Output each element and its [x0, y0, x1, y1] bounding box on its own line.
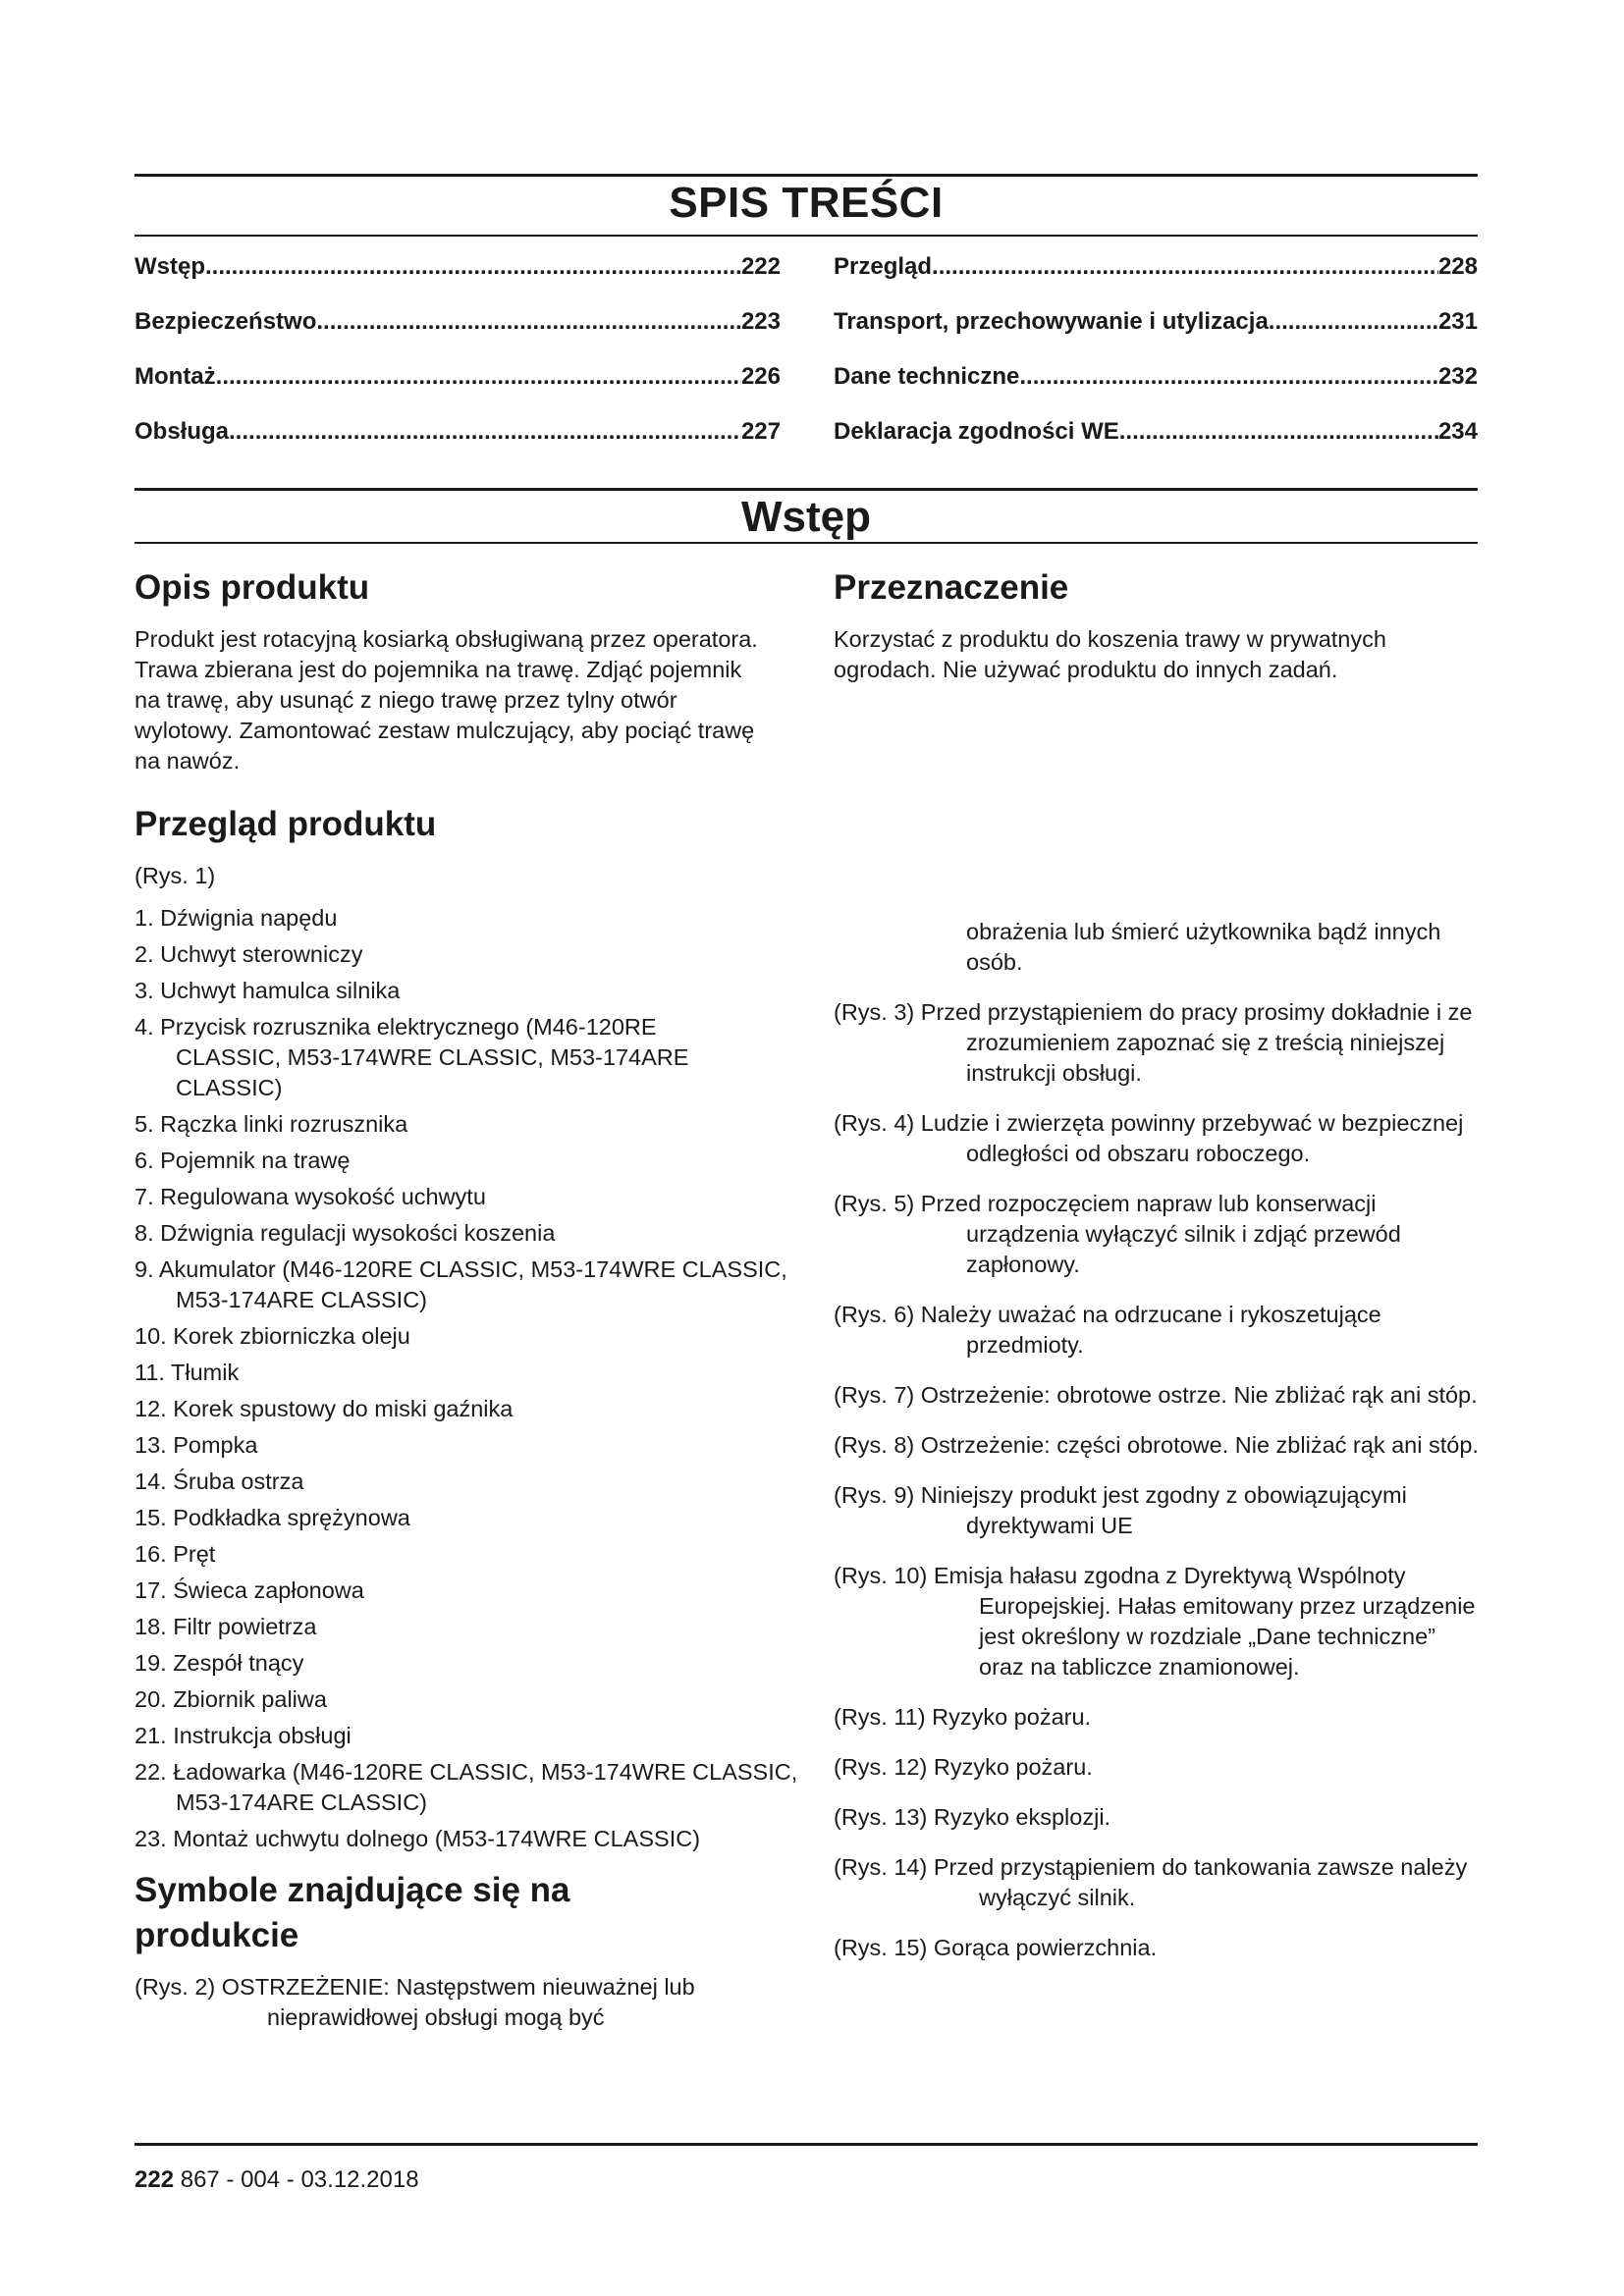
- section-title: Wstęp: [741, 493, 871, 541]
- section-title-rule: [135, 542, 1478, 544]
- list-item: 6. Pojemnik na trawę: [135, 1148, 351, 1173]
- toc-right-column: [834, 253, 1478, 473]
- list-item: 3. Uchwyt hamulca silnika: [135, 978, 401, 1003]
- page-number: 222: [135, 2166, 175, 2193]
- list-item: 1. Dźwignia napędu: [135, 905, 338, 931]
- list-item: 10. Korek zbiorniczka oleju: [135, 1323, 410, 1349]
- toc-entry-transport[interactable]: Transport, przechowywanie i utylizacja ..... 231: [834, 308, 1478, 363]
- opis-text: Produkt jest rotacyjną kosiarką obsługiwaną przez operatora. Trawa zbierana jest do pojemnika na trawę. Zdjąć pojemnik na trawę, aby usunąć z niego trawę przez tylny otwór wylotowy. Zamontować zestaw mulczujący, aby pociąć trawę na nawóz.: [135, 626, 758, 774]
- symbol-note-rys15: (Rys. 15) Gorąca powierzchnia.: [834, 1935, 1158, 1960]
- list-item: 16. Pręt: [135, 1541, 216, 1567]
- symbol-note-rys7: (Rys. 7) Ostrzeżenie: obrotowe ostrze. Nie zbliżać rąk ani stóp.: [834, 1382, 1478, 1408]
- list-item: 11. Tłumik: [135, 1360, 240, 1385]
- symbol-note-rys9: (Rys. 9) Niniejszy produkt jest zgodny z obowiązującymi dyrektywami UE: [834, 1482, 1407, 1538]
- symbol-note-rys2-cont: obrażenia lub śmierć użytkownika bądź innych osób.: [966, 919, 1441, 975]
- list-item: 13. Pompka: [135, 1432, 258, 1458]
- symbol-note-rys4: (Rys. 4) Ludzie i zwierzęta powinny przebywać w bezpiecznej odległości od obszaru roboczego.: [834, 1110, 1464, 1166]
- toc-entry-dane-techniczne[interactable]: Dane techniczne ..... 232: [834, 363, 1478, 418]
- symbol-note-rys11: (Rys. 11) Ryzyko pożaru.: [834, 1704, 1092, 1730]
- toc-entry-bezpieczenstwo[interactable]: Bezpieczeństwo ..... 223: [135, 308, 781, 363]
- toc-entry-obsluga[interactable]: Obsługa ..... 227: [135, 418, 781, 473]
- list-item: 5. Rączka linki rozrusznika: [135, 1111, 408, 1137]
- przeglad-heading: Przegląd produktu: [135, 805, 437, 843]
- toc-title: SPIS TREŚCI: [669, 179, 944, 227]
- list-item: 4. Przycisk rozrusznika elektrycznego (M46-120RE CLASSIC, M53-174WRE CLASSIC, M53-174ARE CLASSIC): [135, 1014, 689, 1100]
- toc-entry-wstep[interactable]: Wstęp ..... 222: [135, 253, 781, 308]
- symbol-note-rys8: (Rys. 8) Ostrzeżenie: części obrotowe. Nie zbliżać rąk ani stóp.: [834, 1432, 1479, 1458]
- symbol-note-rys12: (Rys. 12) Ryzyko pożaru.: [834, 1754, 1093, 1780]
- symbol-note-rys3: (Rys. 3) Przed przystąpieniem do pracy prosimy dokładnie i ze zrozumieniem zapoznać się z treścią niniejszej instrukcji obsługi.: [834, 999, 1473, 1086]
- right-column: [834, 565, 1478, 685]
- list-item: 19. Zespół tnący: [135, 1650, 304, 1676]
- list-item: 17. Świeca zapłonowa: [135, 1577, 364, 1603]
- left-column: [135, 565, 798, 2053]
- document-code: 867 - 004 - 03.12.2018: [174, 2166, 419, 2193]
- list-item: 9. Akumulator (M46-120RE CLASSIC, M53-174WRE CLASSIC, M53-174ARE CLASSIC): [135, 1256, 787, 1312]
- list-item: 14. Śruba ostrza: [135, 1468, 304, 1494]
- component-list: [135, 903, 798, 1854]
- przeznaczenie-heading: Przeznaczenie: [834, 568, 1069, 607]
- toc-title-rule: [135, 235, 1478, 237]
- list-item: 7. Regulowana wysokość uchwytu: [135, 1184, 486, 1209]
- symbol-note-rys14: (Rys. 14) Przed przystąpieniem do tankowania zawsze należy wyłączyć silnik.: [834, 1854, 1468, 1910]
- symbol-note-rys2: (Rys. 2) OSTRZEŻENIE: Następstwem nieuważnej lub nieprawidłowej obsługi mogą być: [135, 1974, 695, 2030]
- footer-rule: [135, 2143, 1478, 2146]
- list-item: 15. Podkładka sprężynowa: [135, 1505, 410, 1530]
- symbol-note-rys5: (Rys. 5) Przed rozpoczęciem napraw lub konserwacji urządzenia wyłączyć silnik i zdjąć przewód zapłonowy.: [834, 1191, 1401, 1277]
- list-item: 8. Dźwignia regulacji wysokości koszenia: [135, 1220, 556, 1246]
- toc-top-rule: [135, 174, 1478, 177]
- section-top-rule: [135, 488, 1478, 491]
- opis-heading: Opis produktu: [135, 568, 370, 607]
- list-item: 2. Uchwyt sterowniczy: [135, 941, 363, 967]
- symbol-note-rys10: (Rys. 10) Emisja hałasu zgodna z Dyrektywą Wspólnoty Europejskiej. Hałas emitowany przez urządzenie jest określony w rozdziale „Dane techniczne” oraz na tabliczce znamionowej.: [834, 1563, 1476, 1680]
- list-item: 12. Korek spustowy do miski gaźnika: [135, 1396, 514, 1421]
- symbol-note-rys13: (Rys. 13) Ryzyko eksplozji.: [834, 1804, 1111, 1830]
- symbol-notes-column: [834, 917, 1478, 1983]
- page-footer: [135, 2166, 419, 2194]
- list-item: 21. Instrukcja obsługi: [135, 1723, 352, 1748]
- przeglad-ref: (Rys. 1): [135, 863, 216, 888]
- list-item: 22. Ładowarka (M46-120RE CLASSIC, M53-174WRE CLASSIC, M53-174ARE CLASSIC): [135, 1759, 798, 1815]
- list-item: 20. Zbiornik paliwa: [135, 1686, 327, 1712]
- list-item: 23. Montaż uchwytu dolnego (M53-174WRE CLASSIC): [135, 1826, 701, 1851]
- list-item: 18. Filtr powietrza: [135, 1614, 317, 1639]
- toc-entry-deklaracja[interactable]: Deklaracja zgodności WE ..... 234: [834, 418, 1478, 473]
- toc-entry-przeglad[interactable]: Przegląd ..... 228: [834, 253, 1478, 308]
- toc-entry-montaz[interactable]: Montaż ..... 226: [135, 363, 781, 418]
- przeznaczenie-text: Korzystać z produktu do koszenia trawy w prywatnych ogrodach. Nie używać produktu do innych zadań.: [834, 626, 1386, 682]
- toc-left-column: [135, 253, 781, 473]
- symbol-note-rys6: (Rys. 6) Należy uważać na odrzucane i rykoszetujące przedmioty.: [834, 1302, 1381, 1358]
- symbole-heading: Symbole znajdujące się na produkcie: [135, 1871, 570, 1954]
